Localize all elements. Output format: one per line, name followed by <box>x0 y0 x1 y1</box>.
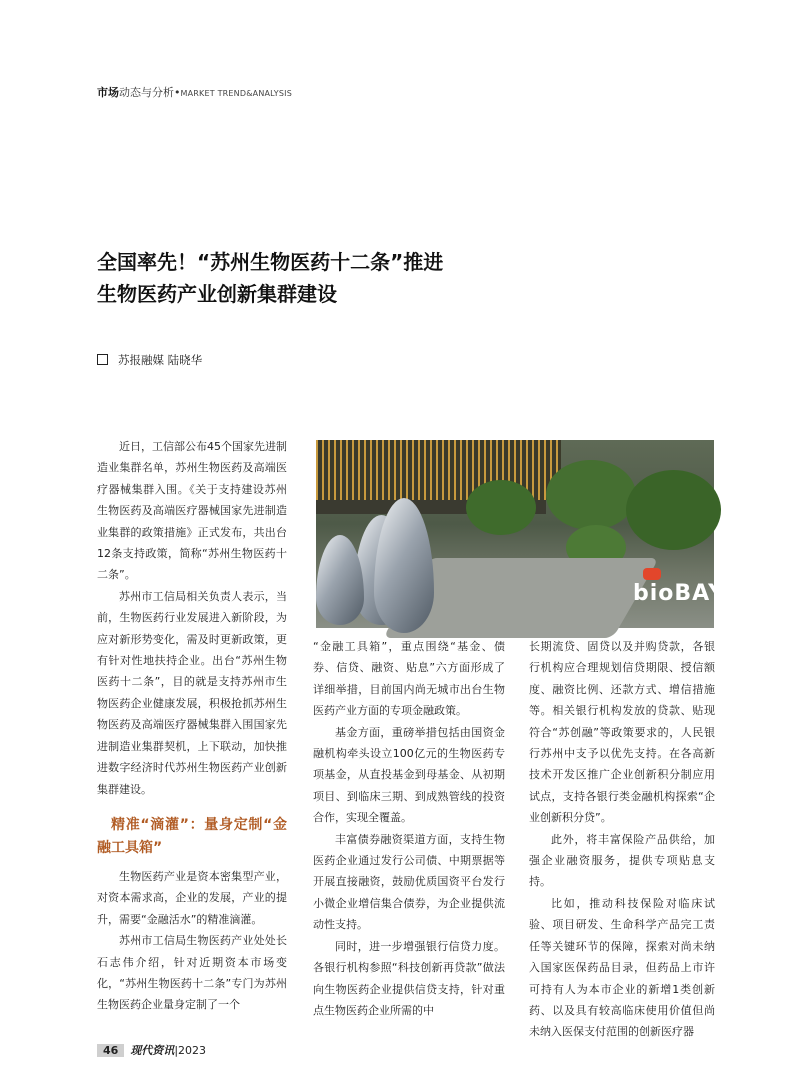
paragraph: “金融工具箱”，重点围绕“基金、债券、信贷、融资、贴息”六方面形成了详细举措，目前国内尚无城市出台生物医药产业方面的专项金融政策。 <box>313 640 505 718</box>
paragraph: 长期流贷、固贷以及并购贷款，各银行机构应合理规划信贷期限、授信额度、融资比例、还款方式、增信措施等。相关银行机构发放的贷款、贴现符合“苏创融”等政策要求的，人民银行苏州中支予以优先支持。在各高新技术开发区推广企业创新积分制应用试点，支持各银行类金融机构探索“企业创新积分贷”。 <box>529 640 715 825</box>
section-name-en: MARKET TREND&ANALYSIS <box>180 89 292 98</box>
article-title <box>97 246 443 310</box>
title-line-2: 生物医药产业创新集群建设 <box>97 282 337 306</box>
article-photo <box>316 440 726 628</box>
paragraph: 基金方面，重磅举措包括由国资金融机构牵头设立100亿元的生物医药专项基金，从直投基金到母基金、从初期项目、到临床三期、到成熟管线的投资合作，实现全覆盖。 <box>313 725 505 825</box>
section-subheading: 精准“滴灌”：量身定制“金融工具箱” <box>97 816 287 856</box>
column-2 <box>313 636 505 1021</box>
column-3 <box>529 636 715 1043</box>
logo-mark-icon <box>643 568 661 580</box>
issue-year: 2023 <box>178 1044 207 1057</box>
running-header <box>97 84 292 100</box>
byline <box>97 352 202 368</box>
photo-tree <box>466 480 536 535</box>
author-name: 苏报融媒 陆晓华 <box>118 353 203 367</box>
footer-divider: | <box>174 1044 179 1057</box>
section-name-bold: 市场 <box>97 86 119 99</box>
photo-tree <box>626 470 721 550</box>
magazine-name: 现代资讯 <box>130 1044 175 1057</box>
paragraph: 此外，将丰富保险产品供给，加强企业融资服务，提供专项贴息支持。 <box>529 832 715 889</box>
paragraph: 苏州市工信局生物医药产业处处长石志伟介绍，针对近期资本市场变化，“苏州生物医药十二条”专门为苏州生物医药企业量身定制了一个 <box>97 934 287 1012</box>
square-bullet-icon <box>97 354 108 365</box>
paragraph: 比如，推动科技保险对临床试验、项目研发、生命科学产品完工责任等关键环节的保障，探索对尚未纳入国家医保药品目录，但药品上市许可持有人为本市企业的新增1类创新药、以及具有较高临床使用价值但尚未纳入医保支付范围的创新医疗器 <box>529 896 715 1039</box>
photo-logo-text: bioBAY <box>633 581 726 606</box>
paragraph: 生物医药产业是资本密集型产业，对资本需求高，企业的发展，产业的提升，需要“金融活水”的精准滴灌。 <box>97 869 287 926</box>
paragraph: 同时，进一步增强银行信贷力度。各银行机构参照“科技创新再贷款”做法向生物医药企业提供信贷支持，针对重点生物医药企业所需的中 <box>313 939 505 1017</box>
page-number: 46 <box>97 1044 124 1057</box>
paragraph: 近日，工信部公布45个国家先进制造业集群名单，苏州生物医药及高端医疗器械集群入围。《关于支持建设苏州生物医药及高端医疗器械国家先进制造业集群的政策措施》正式发布，共出台12条支持政策，简称“苏州生物医药十二条”。 <box>97 440 287 582</box>
photo-tree <box>546 460 636 530</box>
title-line-1: 全国率先！“苏州生物医药十二条”推进 <box>97 250 444 274</box>
paragraph: 丰富债券融资渠道方面，支持生物医药企业通过发行公司债、中期票据等开展直接融资，鼓励优质国资平台发行小微企业增信集合债券，为企业提供流动性支持。 <box>313 832 505 932</box>
paragraph: 苏州市工信局相关负责人表示，当前，生物医药行业发展进入新阶段，为应对新形势变化，需及时更新政策，更有针对性地扶持企业。出台“苏州生物医药十二条”，目的就是支持苏州市生物医药企业健康发展，积极抢抓苏州生物医药及高端医疗器械集群入围国家先进制造业集群契机，上下联动，加快推进数字经济时代苏州生物医药产业创新集群建设。 <box>97 589 287 796</box>
page-footer <box>97 1042 206 1058</box>
header-separator: • <box>174 86 181 99</box>
photo-sculpture <box>316 535 364 625</box>
column-1 <box>97 436 287 1016</box>
section-name: 动态与分析 <box>119 86 174 99</box>
